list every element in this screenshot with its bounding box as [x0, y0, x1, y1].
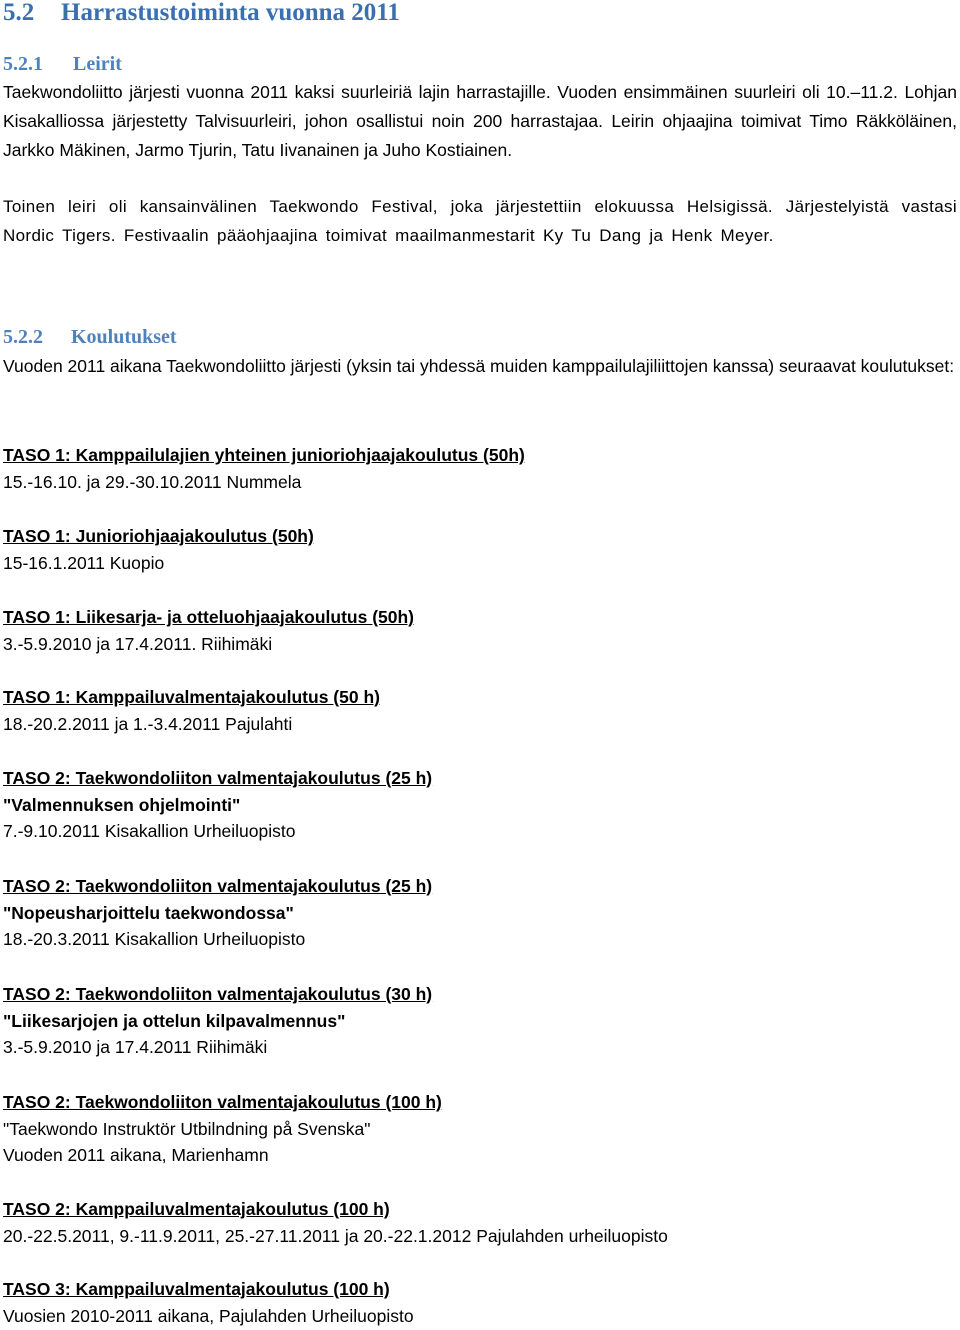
- course-title: TASO 2: Taekwondoliiton valmentajakoulutus (25 h): [3, 876, 433, 896]
- section-number: 5.2: [3, 0, 35, 26]
- course-entry: [3, 981, 957, 1061]
- camps-paragraph-1: Taekwondoliitto järjesti vuonna 2011 kaksi suurleiriä lajin harrastajille. Vuoden ensimmäinen suurleiri oli 10.–11.2. Lohjan Kisakalliossa järjestetty Talvisuurleiri, johon osallistui noin 200 harrastajaa. Leirin ohjaajina toimivat Timo Räkköläinen, Jarkko Mäkinen, Jarmo Tjurin, Tatu Iivanainen ja Juho Kostiainen.: [3, 82, 957, 160]
- course-subtitle: "Liikesarjojen ja ottelun kilpavalmennus": [3, 1010, 346, 1031]
- course-detail: 3.-5.9.2010 ja 17.4.2011 Riihimäki: [3, 1037, 268, 1057]
- course-title: TASO 3: Kamppailuvalmentajakoulutus (100 h): [3, 1279, 390, 1299]
- course-detail: 3.-5.9.2010 ja 17.4.2011. Riihimäki: [3, 633, 273, 654]
- subsection-number: 5.2.1: [3, 53, 43, 75]
- subsection-heading-training: [3, 324, 177, 350]
- course-entry: [3, 604, 957, 657]
- course-title: TASO 1: Junioriohjaajakoulutus (50h): [3, 526, 314, 546]
- course-title: TASO 2: Taekwondoliiton valmentajakoulutus (25 h): [3, 768, 433, 788]
- course-subtitle: "Nopeusharjoittelu taekwondossa": [3, 902, 294, 923]
- course-entry: [3, 1276, 957, 1329]
- course-subtitle: "Taekwondo Instruktör Utbilndning på Svenska": [3, 1118, 371, 1139]
- course-detail: 20.-22.5.2011, 9.-11.9.2011, 25.-27.11.2011 ja 20.-22.1.2012 Pajulahden urheiluopisto: [3, 1225, 668, 1246]
- course-title: TASO 1: Kamppailuvalmentajakoulutus (50 h): [3, 687, 380, 707]
- course-entry: [3, 523, 957, 576]
- course-entry: [3, 765, 957, 845]
- course-detail: 7.-9.10.2011 Kisakallion Urheiluopisto: [3, 821, 296, 841]
- course-entry: [3, 1089, 957, 1169]
- course-title: TASO 2: Taekwondoliiton valmentajakoulutus (100 h): [3, 1092, 442, 1112]
- course-detail: 15.-16.10. ja 29.-30.10.2011 Nummela: [3, 471, 302, 492]
- subsection-number: 5.2.2: [3, 326, 43, 348]
- subsection-heading-camps: [3, 51, 122, 77]
- course-title: TASO 2: Taekwondoliiton valmentajakoulutus (30 h): [3, 984, 433, 1004]
- section-heading: [3, 0, 400, 28]
- camps-paragraph-2: Toinen leiri oli kansainvälinen Taekwondo Festival, joka järjestettiin elokuussa Helsigissä. Järjestelyistä vastasi Nordic Tigers. Festivaalin pääohjaajina toimivat maailmanmestarit Ky Tu Dang ja Henk Meyer.: [3, 197, 957, 245]
- course-entry: [3, 442, 957, 495]
- section-title: Harrastustoiminta vuonna 2011: [61, 0, 400, 26]
- subsection-title: Leirit: [73, 53, 122, 75]
- course-detail: 18.-20.3.2011 Kisakallion Urheiluopisto: [3, 929, 306, 949]
- training-intro: Vuoden 2011 aikana Taekwondoliitto järjesti (yksin tai yhdessä muiden kamppailulajiliittojen kanssa) seuraavat koulutukset:: [3, 356, 955, 376]
- course-entry: [3, 1196, 957, 1249]
- course-title: TASO 2: Kamppailuvalmentajakoulutus (100 h): [3, 1199, 390, 1219]
- course-detail: 18.-20.2.2011 ja 1.-3.4.2011 Pajulahti: [3, 713, 293, 734]
- course-entry: [3, 684, 957, 737]
- course-subtitle: "Valmennuksen ohjelmointi": [3, 794, 241, 815]
- course-detail: 15-16.1.2011 Kuopio: [3, 552, 165, 573]
- course-entry: [3, 873, 957, 953]
- course-title: TASO 1: Liikesarja- ja otteluohjaajakoulutus (50h): [3, 607, 415, 627]
- course-detail: Vuoden 2011 aikana, Marienhamn: [3, 1145, 269, 1165]
- course-detail: Vuosien 2010-2011 aikana, Pajulahden Urheiluopisto: [3, 1305, 414, 1326]
- course-title: TASO 1: Kamppailulajien yhteinen junioriohjaajakoulutus (50h): [3, 445, 525, 465]
- subsection-title: Koulutukset: [71, 326, 177, 348]
